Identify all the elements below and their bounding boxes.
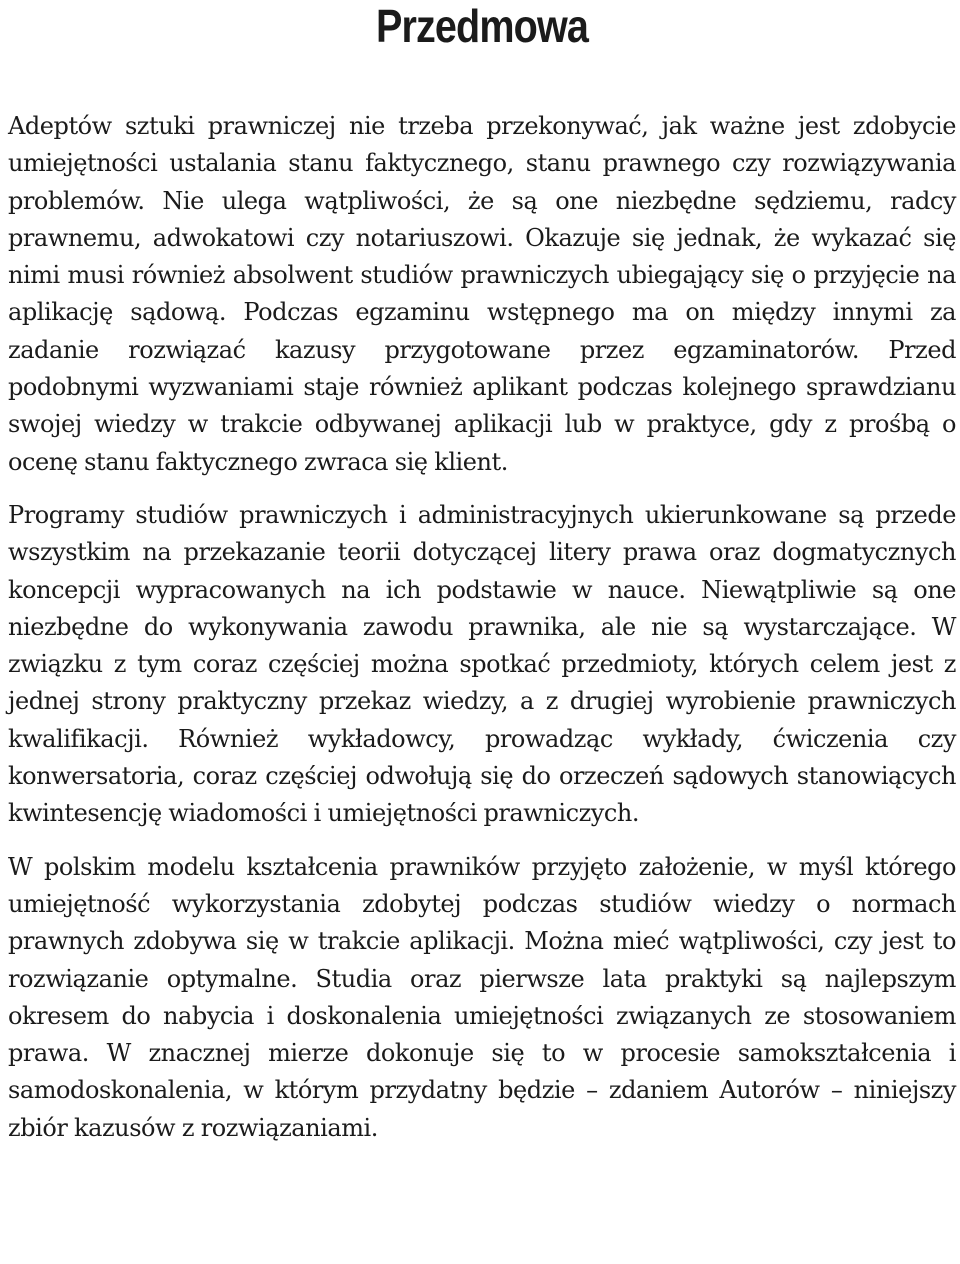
document-page xyxy=(8,0,956,1147)
paragraph-2: Programy studiów prawniczych i administracyjnych ukierunkowane są przede wszystkim na przekazanie teorii dotyczącej litery prawa oraz dogmatycznych koncepcji wypracowanych na ich podstawie w nauce. Niewątpliwie są one niezbędne do wykonywania zawodu prawnika, ale nie są wystarczające. W związku z tym coraz częściej można spotkać przedmioty, których celem jest z jednej strony praktyczny przekaz wiedzy, a z drugiej wyrobienie prawniczych kwalifikacji. Również wykładowcy, prowadząc wykłady, ćwiczenia czy konwersatoria, coraz częściej odwołują się do orzeczeń sądowych stanowiących kwintesencję wiadomości i umiejętności prawniczych. xyxy=(8,500,956,828)
paragraph-3: W polskim modelu kształcenia prawników przyjęto założenie, w myśl którego umiejętność wykorzystania zdobytej podczas studiów wiedzy o normach prawnych zdobywa się w trakcie aplikacji. Można mieć wątpliwości, czy jest to rozwiązanie optymalne. Studia oraz pierwsze lata praktyki są najlepszym okresem do nabycia i doskonalenia umiejętności związanych ze stosowaniem prawa. W znacznej mierze dokonuje się to w procesie samokształcenia i samodoskonalenia, w którym przydatny będzie – zdaniem Autorów – niniejszy zbiór kazusów z rozwiązaniami. xyxy=(8,852,956,1142)
page-title: Przedmowa xyxy=(375,0,589,52)
paragraph-1: Adeptów sztuki prawniczej nie trzeba przekonywać, jak ważne jest zdobycie umiejętności ustalania stanu faktycznego, stanu prawnego czy rozwiązywania problemów. Nie ulega wątpliwości, że są one niezbędne sędziemu, radcy prawnemu, adwokatowi czy notariuszowi. Okazuje się jednak, że wykazać się nimi musi również absolwent studiów prawniczych ubiegający się o przyjęcie na aplikację sądową. Podczas egzaminu wstępnego ma on między innymi za zadanie rozwiązać kazusy przygotowane przez egzaminatorów. Przed podobnymi wyzwaniami staje również aplikant podczas kolejnego sprawdzianu swojej wiedzy w trakcie odbywanej aplikacji lub w praktyce, gdy z prośbą o ocenę stanu faktycznego zwraca się klient. xyxy=(8,112,956,476)
